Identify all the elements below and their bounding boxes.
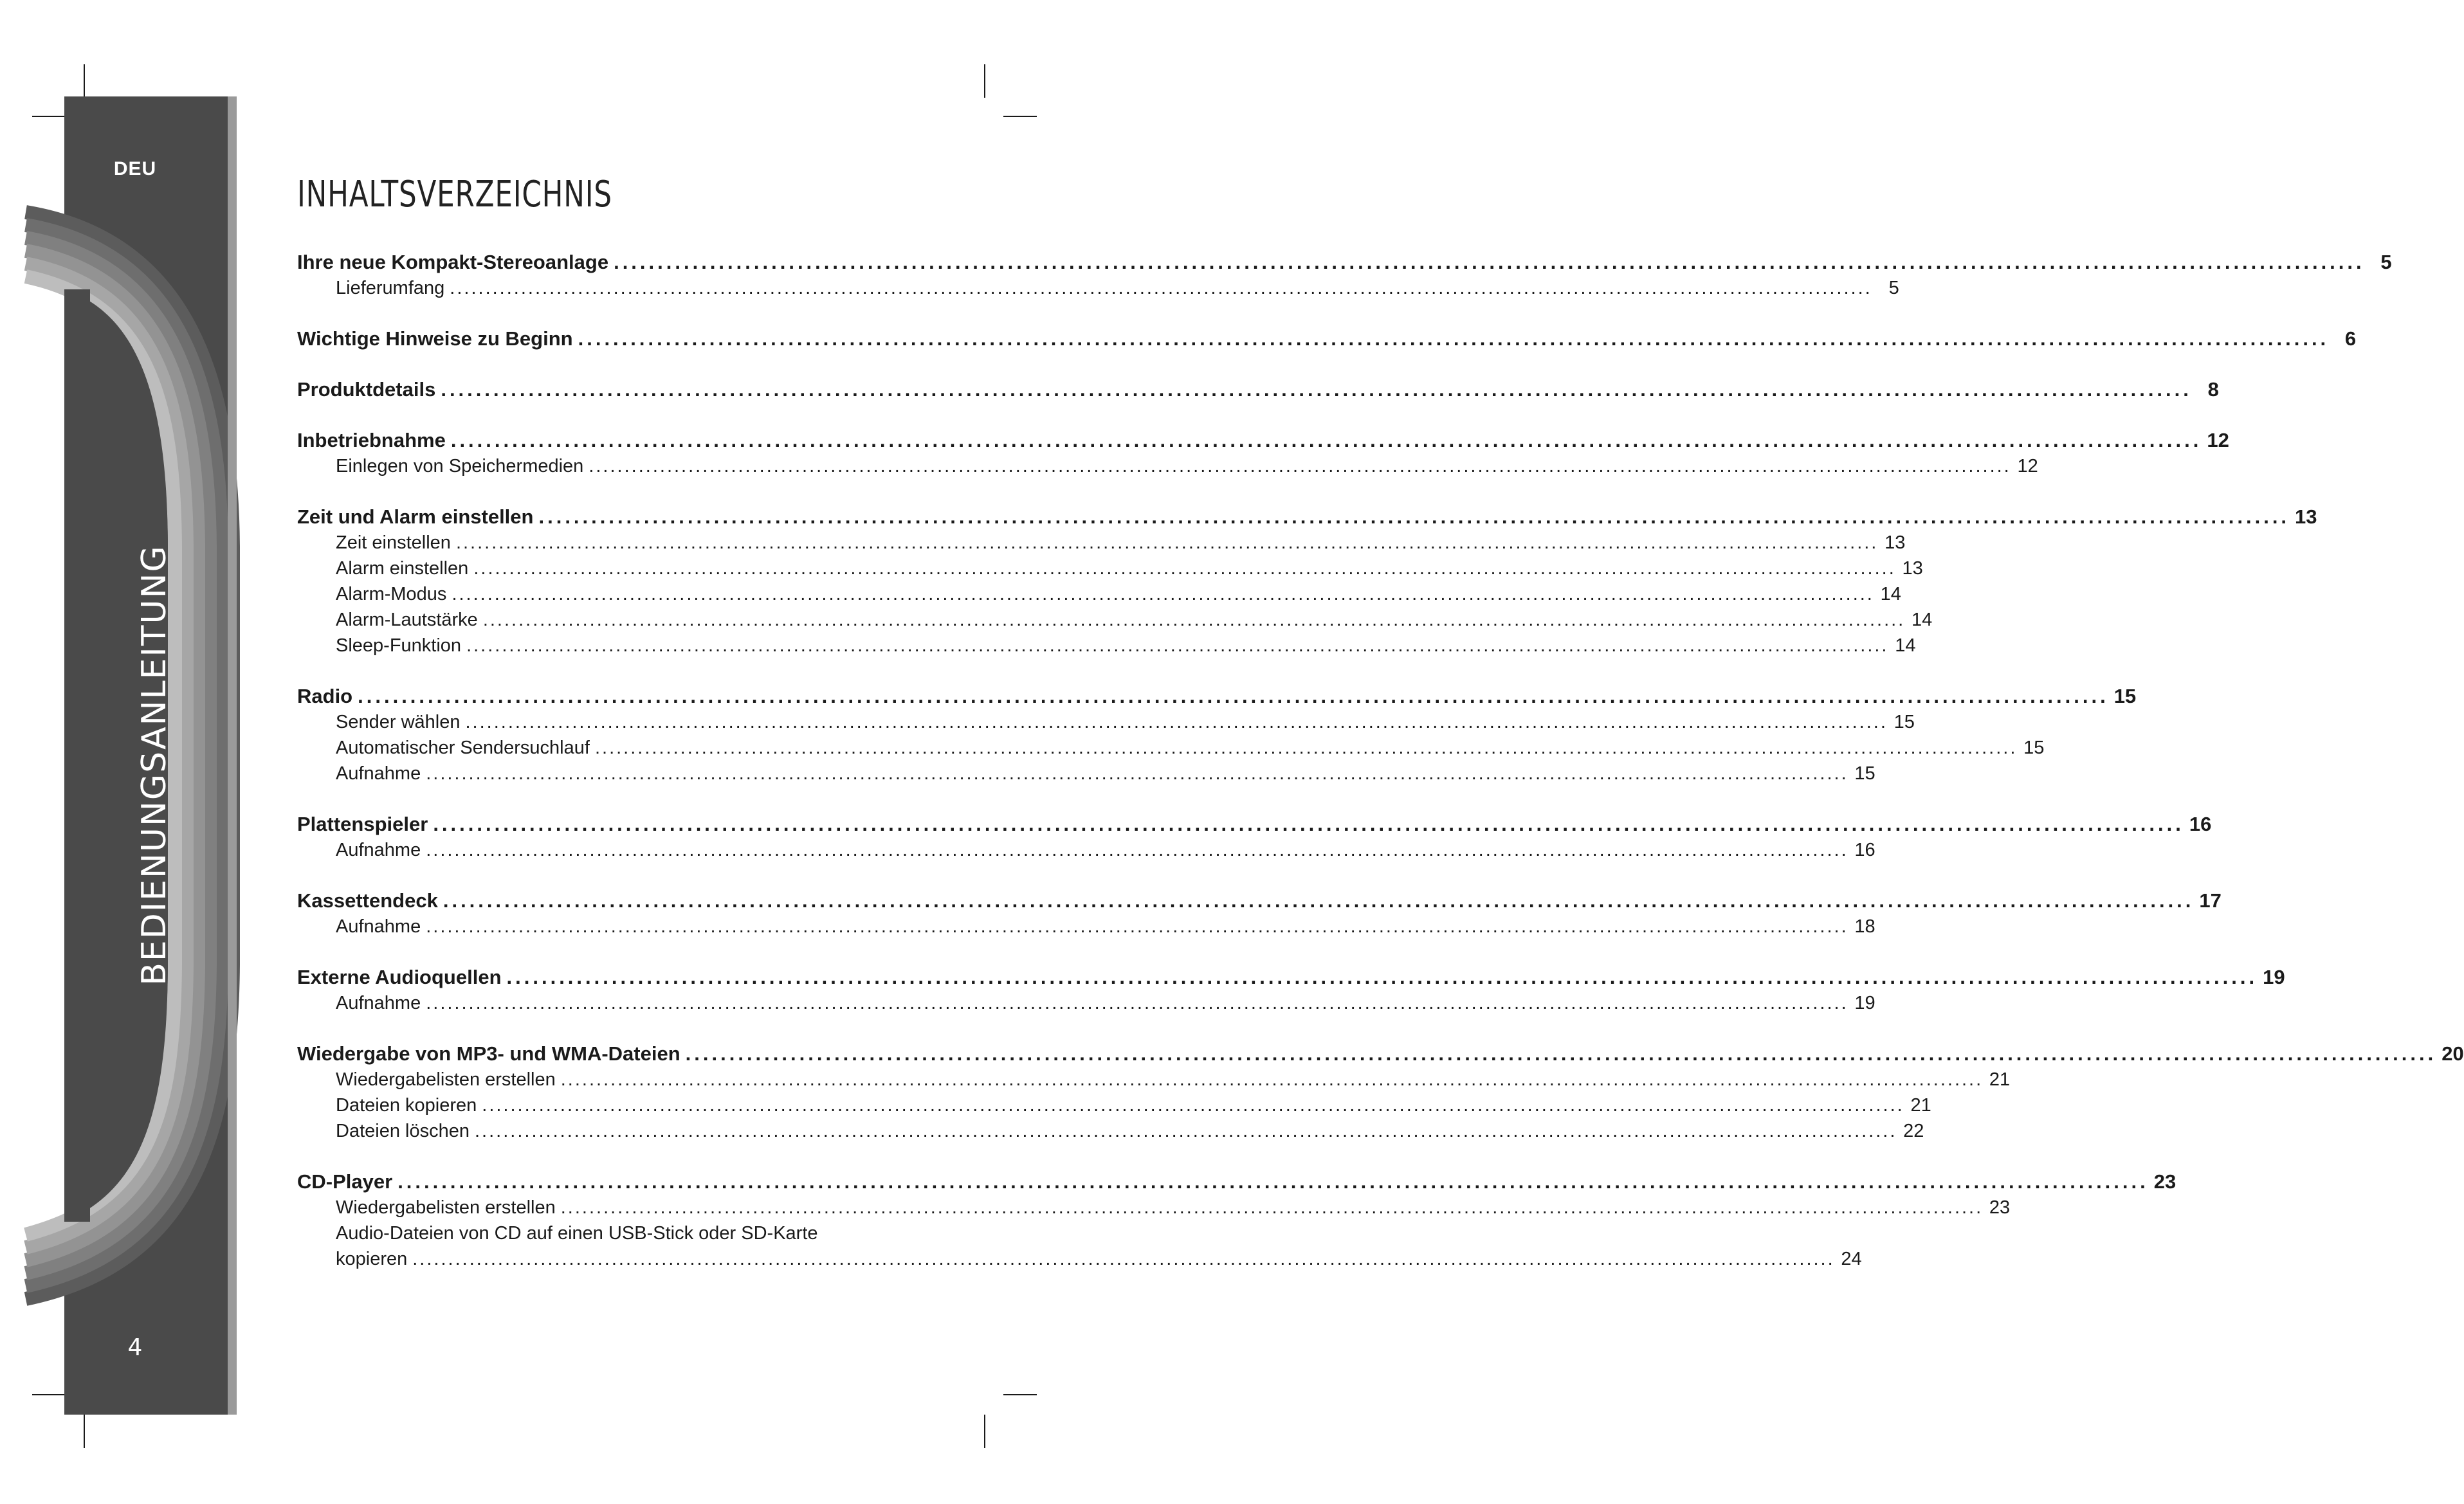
- toc-section-title: Plattenspieler: [297, 813, 428, 835]
- toc-item-label: Aufnahme: [336, 763, 421, 784]
- dot-leader: ........................................................................................................................................................................................................: [560, 1197, 1984, 1218]
- toc-item-entry[interactable]: [297, 556, 1923, 581]
- dot-leader: ........................................................................................................................................................................................................: [452, 584, 1874, 604]
- toc-item-entry[interactable]: [297, 1195, 2011, 1220]
- toc-section-title: Externe Audioquellen: [297, 966, 502, 988]
- toc-item-entry[interactable]: [297, 914, 1875, 939]
- dot-leader: ........................................................................................................................................................................................................: [538, 505, 2290, 528]
- toc-item-entry[interactable]: [297, 990, 1875, 1016]
- toc-page-number: 15: [1894, 712, 1915, 732]
- toc-section: [297, 1041, 2464, 1144]
- toc-section-entry[interactable]: [297, 428, 2229, 453]
- toc-item-label: Automatischer Sendersuchlauf: [336, 738, 590, 758]
- toc-page-number: 22: [1903, 1121, 1924, 1141]
- dot-leader: ........................................................................................................................................................................................................: [412, 1249, 1835, 1269]
- toc-section: [297, 888, 2222, 939]
- dot-leader: ........................................................................................................................................................................................................: [482, 610, 1906, 630]
- toc-item-label: Aufnahme: [336, 840, 421, 860]
- toc-section: [297, 1169, 2177, 1272]
- toc-page-number: 18: [1854, 916, 1875, 937]
- toc-item-label: Aufnahme: [336, 916, 421, 937]
- dot-leader: ........................................................................................................................................................................................................: [685, 1042, 2437, 1065]
- toc-item-label-continuation: kopieren: [336, 1249, 408, 1269]
- language-label: DEU: [113, 158, 157, 179]
- toc-section: [297, 326, 2357, 352]
- toc-page-number: 24: [1841, 1249, 1862, 1269]
- toc-section-title: Wiedergabe von MP3- und WMA-Dateien: [297, 1042, 680, 1065]
- toc-item-entry[interactable]: [297, 735, 2045, 761]
- crop-mark: [84, 1415, 85, 1448]
- toc-item-entry[interactable]: [297, 761, 1875, 786]
- crop-mark: [984, 1415, 985, 1448]
- toc-page-number: 6: [2344, 327, 2357, 350]
- dot-leader: ........................................................................................................................................................................................................: [426, 763, 1848, 784]
- toc-item-label: Lieferumfang: [336, 278, 445, 298]
- toc-page-number: 14: [1911, 610, 1933, 630]
- toc-item-entry[interactable]: [297, 1067, 2011, 1092]
- dot-leader: ........................................................................................................................................................................................................: [441, 378, 2192, 401]
- toc-item-entry[interactable]: [297, 275, 1899, 301]
- toc-section-entry[interactable]: [297, 1041, 2464, 1067]
- toc-section-entry[interactable]: [297, 888, 2222, 914]
- toc-page-number: 15: [1854, 763, 1875, 784]
- toc-page-number: 8: [2207, 378, 2219, 401]
- toc-item-label: Alarm-Lautstärke: [336, 610, 478, 630]
- crop-mark: [32, 116, 66, 117]
- toc-page-number: 12: [2017, 456, 2038, 476]
- toc-page-number: 14: [1895, 635, 1916, 656]
- toc-section: [297, 965, 2285, 1016]
- toc-section: [297, 684, 2137, 786]
- crop-mark: [984, 64, 985, 98]
- dot-leader: ........................................................................................................................................................................................................: [506, 966, 2258, 988]
- toc-item-entry[interactable]: [297, 1220, 908, 1246]
- toc-item-entry[interactable]: [297, 709, 1915, 735]
- toc-item-entry[interactable]: [297, 837, 1875, 863]
- dot-leader: ........................................................................................................................................................................................................: [358, 685, 2109, 707]
- toc-item-entry[interactable]: [297, 1092, 1931, 1118]
- crop-mark: [84, 64, 85, 98]
- toc-item-continuation[interactable]: [297, 1246, 1862, 1272]
- toc-section-entry[interactable]: [297, 1169, 2177, 1195]
- dot-leader: ........................................................................................................................................................................................................: [474, 1121, 1897, 1141]
- toc-section-title: CD-Player: [297, 1170, 393, 1193]
- toc-item-label: Wiedergabelisten erstellen: [336, 1069, 556, 1090]
- dot-leader: ........................................................................................................................................................................................................: [443, 889, 2195, 912]
- crop-mark: [32, 1394, 66, 1395]
- sidebar: [64, 96, 237, 1415]
- dot-leader: ........................................................................................................................................................................................................: [589, 456, 2011, 476]
- toc-page-number: 15: [2023, 738, 2045, 758]
- dot-leader: ........................................................................................................................................................................................................: [433, 813, 2184, 835]
- toc-page-number: 23: [1989, 1197, 2011, 1218]
- toc-item-label: Wiedergabelisten erstellen: [336, 1197, 556, 1218]
- toc-section-entry[interactable]: [297, 249, 2392, 275]
- toc-item-entry[interactable]: [297, 581, 1901, 607]
- toc-item-label: Dateien löschen: [336, 1121, 470, 1141]
- toc-page-number: 5: [2380, 251, 2392, 273]
- toc-item-label: Audio-Dateien von CD auf einen USB-Stick oder SD-Karte: [336, 1223, 818, 1244]
- toc-section: [297, 377, 2219, 403]
- toc-section-entry[interactable]: [297, 965, 2285, 990]
- dot-leader: ........................................................................................................................................................................................................: [450, 429, 2202, 451]
- toc-page-number: 13: [1885, 532, 1906, 553]
- toc-page-number: 16: [1854, 840, 1875, 860]
- toc-item-entry[interactable]: [297, 633, 1916, 658]
- dot-leader: ........................................................................................................................................................................................................: [578, 327, 2330, 350]
- toc-section-title: Produktdetails: [297, 378, 436, 401]
- toc-page-number: 15: [2113, 685, 2137, 707]
- toc-page-number: 5: [1888, 278, 1899, 298]
- dot-leader: ........................................................................................................................................................................................................: [455, 532, 1879, 553]
- toc-section-entry[interactable]: [297, 684, 2137, 709]
- toc-section-entry[interactable]: [297, 811, 2212, 837]
- dot-leader: ........................................................................................................................................................................................................: [426, 840, 1848, 860]
- toc-page-number: 21: [1989, 1069, 2011, 1090]
- crop-mark: [1003, 116, 1037, 117]
- toc-page-number: 13: [2295, 505, 2317, 528]
- toc-page-number: 20: [2441, 1042, 2464, 1065]
- toc-item-entry[interactable]: [297, 607, 1933, 633]
- toc-page-number: 19: [2263, 966, 2285, 988]
- page-number: 4: [127, 1334, 143, 1361]
- toc-item-label: Einlegen von Speichermedien: [336, 456, 584, 476]
- toc-item-entry[interactable]: [297, 530, 1906, 556]
- toc-item-label: Dateien kopieren: [336, 1095, 477, 1116]
- dot-leader: ........................................................................................................................................................................................................: [426, 993, 1848, 1013]
- toc-page-number: 13: [1902, 558, 1923, 579]
- toc-item-label: Alarm-Modus: [336, 584, 447, 604]
- toc-section-title: Inbetriebnahme: [297, 429, 446, 451]
- dot-leader: ........................................................................................................................................................................................................: [426, 916, 1848, 937]
- toc-page-number: 17: [2199, 889, 2222, 912]
- sidebar-edge-stripe: [228, 96, 237, 1415]
- toc-page-number: 16: [2189, 813, 2212, 835]
- toc-section: [297, 811, 2212, 863]
- toc-section-title: Zeit und Alarm einstellen: [297, 505, 534, 528]
- toc-section-title: Wichtige Hinweise zu Beginn: [297, 327, 573, 350]
- dot-leader: ........................................................................................................................................................................................................: [614, 251, 2365, 273]
- toc-section-title: Kassettendeck: [297, 889, 438, 912]
- toc-item-label: Sender wählen: [336, 712, 461, 732]
- toc-section: [297, 428, 2229, 479]
- page-title: INHALTSVERZEICHNIS: [297, 174, 612, 215]
- toc-page-number: 12: [2207, 429, 2229, 451]
- toc-page-number: 14: [1880, 584, 1901, 604]
- toc-section-entry[interactable]: [297, 326, 2357, 352]
- table-of-contents: [297, 249, 2464, 1297]
- toc-item-label: Sleep-Funktion: [336, 635, 462, 656]
- crop-mark: [1003, 1394, 1037, 1395]
- toc-item-label: Zeit einstellen: [336, 532, 451, 553]
- toc-section-entry[interactable]: [297, 504, 2317, 530]
- toc-item-entry[interactable]: [297, 1118, 1924, 1144]
- dot-leader: ........................................................................................................................................................................................................: [594, 738, 2018, 758]
- dot-leader: ........................................................................................................................................................................................................: [466, 635, 1889, 656]
- dot-leader: ........................................................................................................................................................................................................: [465, 712, 1888, 732]
- toc-item-label: Aufnahme: [336, 993, 421, 1013]
- toc-item-entry[interactable]: [297, 453, 2038, 479]
- toc-section-title: Ihre neue Kompakt-Stereoanlage: [297, 251, 609, 273]
- toc-page-number: 19: [1854, 993, 1875, 1013]
- toc-item-label: Alarm einstellen: [336, 558, 469, 579]
- dot-leader: ........................................................................................................................................................................................................: [450, 278, 1872, 298]
- dot-leader: ........................................................................................................................................................................................................: [473, 558, 1896, 579]
- toc-page-number: 23: [2153, 1170, 2177, 1193]
- dot-leader: ........................................................................................................................................................................................................: [397, 1170, 2149, 1193]
- toc-section: [297, 249, 2392, 301]
- toc-section-title: Radio: [297, 685, 353, 707]
- dot-leader: ........................................................................................................................................................................................................: [482, 1095, 1904, 1116]
- toc-page-number: 21: [1910, 1095, 1931, 1116]
- vertical-title: BEDIENUNGSANLEITUNG: [135, 545, 174, 986]
- toc-section-entry[interactable]: [297, 377, 2219, 403]
- toc-section: [297, 504, 2317, 658]
- dot-leader: ........................................................................................................................................................................................................: [560, 1069, 1984, 1090]
